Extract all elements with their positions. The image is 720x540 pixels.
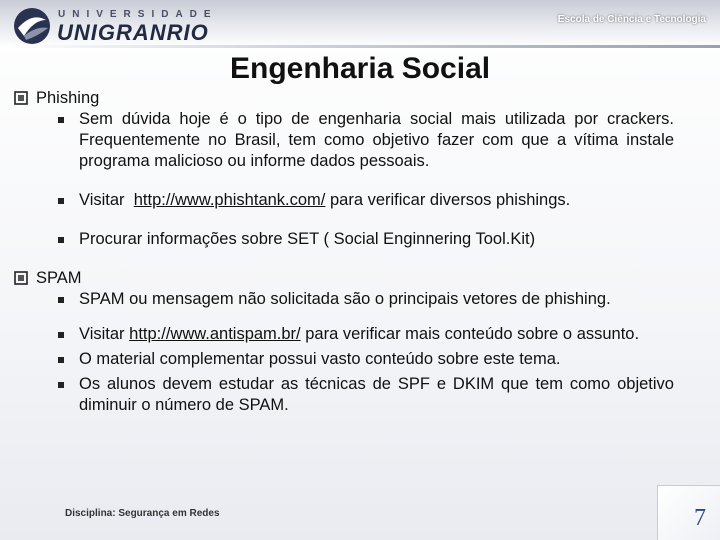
page-number: 7 (694, 505, 706, 531)
square-bullet-icon (58, 237, 64, 243)
slide-content (14, 88, 674, 416)
logo-university-text: UNIVERSIDADE (58, 9, 218, 20)
antispam-link[interactable]: http://www.antispam.br/ (129, 325, 301, 343)
list-item: O material complementar possui vasto conteúdo sobre este tema. (14, 349, 674, 370)
square-bullet-icon (58, 332, 64, 338)
logo-name-text: UNIGRANRIO (57, 20, 209, 45)
logo-mark-icon (12, 6, 52, 46)
list-item: Sem dúvida hoje é o tipo de engenharia social mais utilizada por crackers. Frequentemente no Brasil, tem como objetivo fazer com que a vítima instale programa malicioso ou informe dados pessoais. (14, 109, 674, 172)
list-item: Visitar http://www.antispam.br/ para verificar mais conteúdo sobre o assunto. (14, 324, 674, 345)
checkbox-bullet-icon (14, 91, 28, 105)
section-heading-phishing: Phishing (14, 88, 674, 109)
footer-discipline: Disciplina: Segurança em Redes (65, 508, 220, 519)
square-bullet-icon (58, 382, 64, 388)
list-item: Visitar http://www.phishtank.com/ para verificar diversos phishings. (14, 190, 674, 211)
page-number-box (657, 485, 720, 540)
list-item: Os alunos devem estudar as técnicas de SPF e DKIM que tem como objetivo diminuir o número de SPAM. (14, 374, 674, 416)
list-item: Procurar informações sobre SET ( Social Enginnering Tool.Kit) (14, 229, 674, 250)
slide-title: Engenharia Social (230, 52, 491, 85)
phishtank-link[interactable]: http://www.phishtank.com/ (133, 191, 326, 209)
school-name: Escola de Ciência e Tecnologia (557, 14, 706, 25)
square-bullet-icon (58, 357, 64, 363)
square-bullet-icon (58, 198, 64, 204)
square-bullet-icon (58, 297, 64, 303)
list-item: SPAM ou mensagem não solicitada são o principais vetores de phishing. (14, 289, 674, 310)
checkbox-bullet-icon (14, 271, 28, 285)
square-bullet-icon (58, 117, 64, 123)
section-heading-spam: SPAM (14, 268, 674, 289)
